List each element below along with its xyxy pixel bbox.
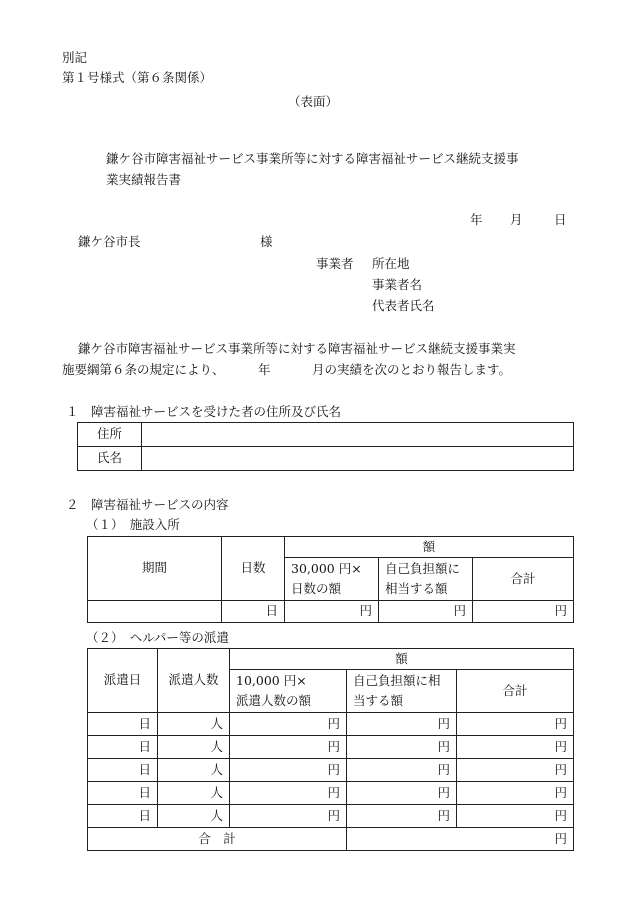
dispatch-people-unit: 人 [158,759,230,782]
addressee-honorific: 様 [260,234,273,249]
dispatch-people-unit: 人 [158,782,230,805]
body-line1: 鎌ケ谷市障害福祉サービス事業所等に対する障害福祉サービス継続支援事業実 [78,341,516,356]
col-self-pay-line1: 自己負担額に [385,561,461,576]
col-dispatch-people: 派遣人数 [158,649,230,713]
table-row [88,537,574,558]
col-base-amount-line1: 30,000 円× [291,561,362,576]
total-unit: 円 [457,805,574,828]
business-label: 事業者 [316,256,354,271]
self-pay-unit: 円 [347,759,457,782]
col-base-amount-line2: 派遣人数の額 [236,693,312,708]
col-self-pay [379,558,473,601]
table-row [78,447,574,471]
dispatch-day-unit: 日 [88,713,158,736]
col-base-amount-line1: 10,000 円× [236,673,307,688]
base-amount-unit: 円 [285,601,379,623]
col-period: 期間 [88,537,222,601]
name-label: 氏名 [78,447,142,471]
self-pay-unit: 円 [347,782,457,805]
face-label: （表面） [288,94,339,109]
address-field[interactable] [142,423,574,447]
total-unit: 円 [473,601,574,623]
dispatch-people-unit: 人 [158,736,230,759]
grand-total-label: 合 計 [88,828,347,851]
table-row [88,805,574,828]
col-dispatch-date: 派遣日 [88,649,158,713]
helper-table [87,648,574,851]
total-unit: 円 [457,782,574,805]
table-row [88,601,574,623]
col-self-pay-line2: 当する額 [353,693,404,708]
col-base-amount-line2: 日数の額 [291,581,342,596]
date-day: 日 [554,212,567,227]
document-title-line1: 鎌ケ谷市障害福祉サービス事業所等に対する障害福祉サービス継続支援事 [106,151,519,166]
name-field[interactable] [142,447,574,471]
dispatch-day-unit: 日 [88,805,158,828]
self-pay-unit: 円 [347,713,457,736]
total-unit: 円 [457,713,574,736]
col-total: 合計 [473,558,574,601]
facility-heading: （１） 施設入所 [86,517,180,532]
section2-heading: ２ 障害福祉サービスの内容 [66,497,229,512]
date-month: 月 [510,212,523,227]
days-unit: 日 [222,601,285,623]
business-representative: 代表者氏名 [372,298,435,313]
col-base-amount [230,670,347,713]
body-line2-suffix: 月の実績を次のとおり報告します。 [312,362,512,377]
table-row [88,759,574,782]
col-days: 日数 [222,537,285,601]
total-unit: 円 [457,736,574,759]
base-amount-unit: 円 [230,736,347,759]
col-base-amount [285,558,379,601]
table-row [78,423,574,447]
recipient-table [77,422,574,471]
col-total: 合計 [457,670,574,713]
date-year: 年 [470,212,483,227]
body-line2-year: 年 [258,362,271,377]
table-row [88,782,574,805]
table-row [88,736,574,759]
helper-heading: （２） ヘルパー等の派遣 [86,630,229,645]
dispatch-people-unit: 人 [158,805,230,828]
business-name: 事業者名 [372,277,423,292]
base-amount-unit: 円 [230,805,347,828]
dispatch-people-unit: 人 [158,713,230,736]
self-pay-unit: 円 [379,601,473,623]
col-self-pay [347,670,457,713]
body-line2-prefix: 施要綱第６条の規定により、 [62,362,225,377]
facility-table [87,536,574,623]
base-amount-unit: 円 [230,759,347,782]
document-title-line2: 業実績報告書 [106,172,182,187]
base-amount-unit: 円 [230,782,347,805]
col-self-pay-line2: 相当する額 [385,581,448,596]
dispatch-day-unit: 日 [88,736,158,759]
self-pay-unit: 円 [347,805,457,828]
addressee-name: 鎌ケ谷市長 [78,234,141,249]
form-number: 第１号様式（第６条関係） [62,70,213,85]
dispatch-day-unit: 日 [88,782,158,805]
dispatch-day-unit: 日 [88,759,158,782]
col-self-pay-line1: 自己負担額に相 [353,673,441,688]
grand-total-unit: 円 [347,828,574,851]
col-amount: 額 [230,649,574,670]
total-unit: 円 [457,759,574,782]
table-row [88,649,574,670]
address-label: 住所 [78,423,142,447]
table-row [88,713,574,736]
business-location: 所在地 [372,256,410,271]
base-amount-unit: 円 [230,713,347,736]
table-row [88,828,574,851]
section1-heading: １ 障害福祉サービスを受けた者の住所及び氏名 [66,404,342,419]
period-field[interactable] [88,601,222,623]
col-amount: 額 [285,537,574,558]
appendix-label: 別記 [62,50,88,65]
self-pay-unit: 円 [347,736,457,759]
